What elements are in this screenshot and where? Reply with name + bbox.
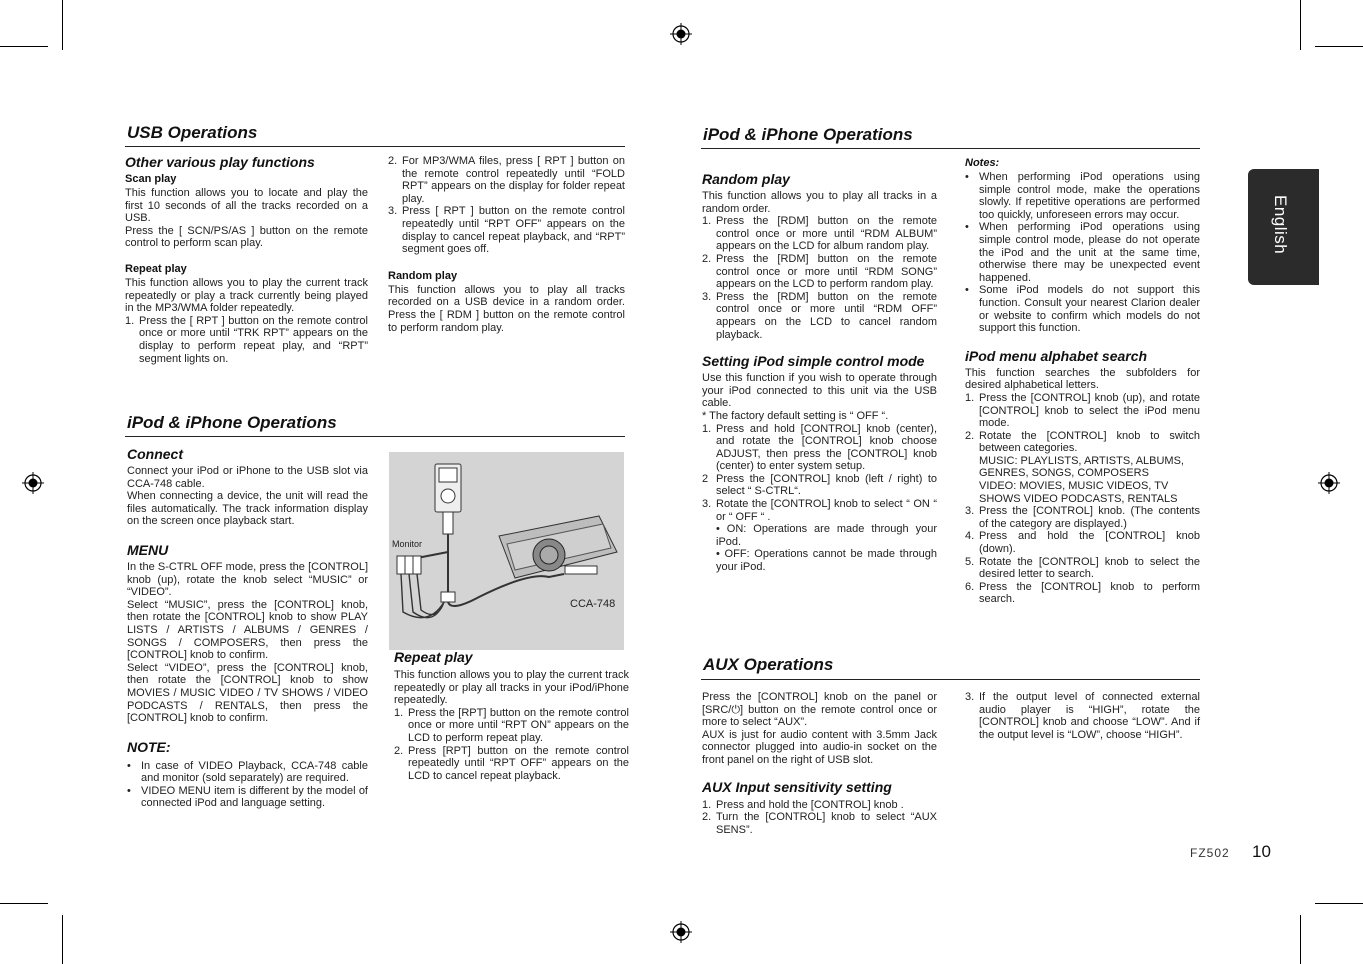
connect-text: Connect your iPod or iPhone to the USB slot via CCA-748 cable. bbox=[127, 465, 368, 490]
registration-mark-icon bbox=[22, 472, 44, 494]
simple-control-steps bbox=[702, 423, 937, 524]
scan-play-text: This function allows you to locate and play the first 10 seconds of all the tracks recorded on a USB. bbox=[125, 187, 368, 225]
list-item: • In case of VIDEO Playback, CCA-748 cable and monitor (sold separately) are required. bbox=[127, 759, 368, 785]
list-item: 2. For MP3/WMA files, press [ RPT ] button on the remote control repeatedly until “FOLD RPT” appears on the display for folder repeat play. bbox=[388, 155, 625, 205]
crop-mark bbox=[0, 46, 48, 47]
ipod-random-text: This function allows you to play all tracks in a random order. bbox=[702, 190, 937, 215]
repeat-play-text: This function allows you to play the current track repeatedly or play a track currently being played in the MP3/WMA folder repeatedly. bbox=[125, 276, 368, 315]
connect-text-2: When connecting a device, the unit will read the files automatically. The track information display on the screen once playback start. bbox=[127, 490, 368, 528]
random-play-heading: Random play bbox=[388, 269, 458, 282]
note-heading: NOTE: bbox=[127, 738, 171, 755]
simple-control-heading: Setting iPod simple control mode bbox=[702, 353, 925, 370]
aux-right-column bbox=[965, 691, 1200, 741]
list-item: • When performing iPod operations using simple control mode, make the operations slowly. If repetitive operations are performed too quickly, unforeseen errors may occur. bbox=[965, 171, 1200, 221]
ipod-right-left-column bbox=[702, 171, 937, 574]
list-item: 1. Press the [CONTROL] knob (up), and rotate [CONTROL] knob to select the iPod menu mode. bbox=[965, 391, 1200, 430]
section-rule bbox=[125, 436, 625, 437]
connect-heading: Connect bbox=[127, 446, 183, 462]
list-item: 1. Press and hold [CONTROL] knob (center), and rotate the [CONTROL] knob choose ADJUST, then press the [CONTROL] knob (center) to enter system setup. bbox=[702, 422, 937, 473]
aux-section-title: AUX Operations bbox=[703, 655, 834, 674]
ipod-repeat-text: This function allows you to play the current track repeatedly or play all tracks in your iPod/iPhone repeatedly. bbox=[394, 669, 629, 707]
ipod-left-repeat bbox=[394, 649, 629, 782]
list-item: 2. Turn the [CONTROL] knob to select “AUX SENS”. bbox=[702, 811, 937, 836]
list-item: 4. Press and hold the [CONTROL] knob (down). bbox=[965, 530, 1200, 556]
connection-figure bbox=[389, 452, 624, 650]
notes-heading: Notes: bbox=[965, 157, 1000, 169]
ipod-left-column bbox=[127, 446, 368, 810]
other-functions-heading: Other various play functions bbox=[125, 154, 315, 170]
simple-on-option: • ON: Operations are made through your iPod. bbox=[716, 523, 937, 548]
simple-control-text: Use this function if you wish to operate through your iPod connected to this unit via the USB cable. bbox=[702, 372, 937, 410]
alphabet-search-steps-cont bbox=[965, 505, 1200, 606]
alphabet-search-steps bbox=[965, 392, 1200, 455]
repeat-steps-list-cont bbox=[388, 155, 625, 256]
aux-left-column bbox=[702, 691, 937, 836]
crop-mark bbox=[1300, 0, 1301, 50]
menu-heading: MENU bbox=[127, 541, 169, 558]
usb-right-column bbox=[388, 155, 625, 334]
scan-play-instruction: Press the [ SCN/PS/AS ] button on the remote control to perform scan play. bbox=[125, 224, 368, 250]
simple-control-default: * The factory default setting is “ OFF “. bbox=[702, 409, 889, 422]
monitor-label: Monitor bbox=[392, 539, 423, 549]
list-item: • When performing iPod operations using simple control mode, please do not operate the iPod and the unit at the same time, otherwise there may be unexpected event happened. bbox=[965, 221, 1200, 284]
registration-mark-icon bbox=[1318, 472, 1340, 494]
repeat-steps-list bbox=[125, 315, 368, 365]
notes-list bbox=[965, 171, 1200, 335]
registration-mark-icon bbox=[670, 921, 692, 943]
crop-mark bbox=[1315, 46, 1363, 47]
list-item: 1. Press the [RPT] button on the remote control once or more until “RPT ON” appears on the LCD to perform repeat play. bbox=[394, 706, 629, 744]
simple-off-option: • OFF: Operations cannot be made through your iPod. bbox=[716, 548, 937, 574]
crop-mark bbox=[1315, 903, 1363, 904]
crop-mark bbox=[62, 0, 63, 50]
crop-mark bbox=[0, 903, 48, 904]
ipod-right-section-title: iPod & iPhone Operations bbox=[703, 125, 913, 144]
usb-section-title: USB Operations bbox=[127, 123, 258, 142]
model-number: FZ502 bbox=[1190, 846, 1230, 860]
menu-text: In the S-CTRL OFF mode, press the [CONTROL] knob (up), rotate the knob select “MUSIC” or “VIDEO”. bbox=[127, 560, 368, 599]
menu-text-3: Select “VIDEO”, press the [CONTROL] knob, then rotate the [CONTROL] knob to show MOVIES / MUSIC VIDEO / TV SHOWS / VIDEO PODCASTS / RENTALS, then press the [CONTROL] knob to confirm. bbox=[127, 661, 368, 725]
section-rule bbox=[701, 679, 1200, 680]
list-item: 1. Press the [RDM] button on the remote control once or more until “RDM ALBUM” appears on the LCD for album random play. bbox=[702, 215, 937, 253]
aux-text: Press the [CONTROL] knob on the panel or [SRC/⏻] button on the remote control once or more to select “AUX”. bbox=[702, 691, 937, 729]
list-item: 2. Press the [RDM] button on the remote control once or more until “RDM SONG” appears on the LCD to perform random play. bbox=[702, 252, 937, 291]
language-tab bbox=[1248, 169, 1319, 285]
crop-mark bbox=[62, 915, 63, 964]
list-item: 2. Press [RPT] button on the remote control repeatedly until “RPT OFF” appears on the LCD to cancel repeat playback. bbox=[394, 744, 629, 782]
cable-label: CCA-748 bbox=[570, 598, 616, 610]
list-item: 3. Press [ RPT ] button on the remote control repeatedly until “RPT OFF” appears on the display to cancel repeat playback, and “RPT” segment goes off. bbox=[388, 205, 625, 256]
list-item: 2 Press the [CONTROL] knob (left / right) to select “ S-CTRL“. bbox=[702, 472, 937, 498]
list-item: • Some iPod models do not support this function. Consult your nearest Clarion dealer or website to confirm which models do not support this function. bbox=[965, 284, 1200, 335]
note-list bbox=[127, 760, 368, 810]
aux-sensitivity-steps bbox=[702, 799, 937, 837]
aux-sensitivity-steps-cont bbox=[965, 691, 1200, 741]
ipod-random-steps bbox=[702, 215, 937, 341]
section-rule bbox=[125, 146, 625, 147]
list-item: • VIDEO MENU item is different by the model of connected iPod and language setting. bbox=[127, 784, 368, 810]
list-item: 5. Rotate the [CONTROL] knob to select the desired letter to search. bbox=[965, 555, 1200, 581]
registration-mark-icon bbox=[670, 23, 692, 45]
list-item: 1. Press the [ RPT ] button on the remote control once or more until “TRK RPT” appears on the display to perform repeat play, and “RPT” segment lights on. bbox=[125, 314, 368, 365]
ipod-repeat-heading: Repeat play bbox=[394, 649, 473, 665]
list-item: 3. If the output level of connected external audio player is “HIGH”, rotate the [CONTROL] knob and choose “LOW”. And if the output level is “LOW”, choose “HIGH”. bbox=[965, 691, 1200, 741]
ipod-right-right-column bbox=[965, 157, 1200, 606]
alphabet-search-text: This function searches the subfolders for desired alphabetical letters. bbox=[965, 366, 1200, 392]
crop-mark bbox=[1300, 915, 1301, 964]
random-play-text: This function allows you to play all tracks recorded on a USB device in a random order. Press the [ RDM ] button on the remote control to perform random play. bbox=[388, 283, 625, 334]
alphabet-music-categories: MUSIC: PLAYLISTS, ARTISTS, ALBUMS, GENRES, SONGS, COMPOSERS bbox=[979, 454, 1184, 480]
alphabet-video-categories: VIDEO: MOVIES, MUSIC VIDEOS, TV SHOWS VIDEO PODCASTS, RENTALS bbox=[979, 480, 1178, 505]
list-item: 3. Rotate the [CONTROL] knob to select “ ON “ or “ OFF “ . bbox=[702, 498, 937, 523]
ipod-random-heading: Random play bbox=[702, 171, 790, 187]
list-item: 2. Rotate the [CONTROL] knob to switch between categories. bbox=[965, 429, 1200, 455]
aux-text-2: AUX is just for audio content with 3.5mm Jack connector plugged into audio-in socket on the front panel on the right of USB slot. bbox=[702, 728, 937, 766]
section-rule bbox=[701, 148, 1200, 149]
list-item: 6. Press the [CONTROL] knob to perform search. bbox=[965, 580, 1200, 606]
list-item: 1. Press and hold the [CONTROL] knob . bbox=[702, 798, 904, 811]
ipod-left-section-title: iPod & iPhone Operations bbox=[127, 413, 337, 432]
page-number: 10 bbox=[1252, 842, 1271, 861]
connection-diagram bbox=[389, 452, 624, 650]
alphabet-search-heading: iPod menu alphabet search bbox=[965, 347, 1148, 364]
list-item: 3. Press the [RDM] button on the remote control once or more until “RDM OFF” appears on the LCD to cancel random playback. bbox=[702, 290, 937, 341]
repeat-play-heading: Repeat play bbox=[125, 262, 187, 275]
language-tab-label: English bbox=[1271, 195, 1290, 255]
ipod-repeat-steps bbox=[394, 707, 629, 783]
list-item: 3. Press the [CONTROL] knob. (The contents of the category are displayed.) bbox=[965, 505, 1200, 530]
menu-text-2: Select “MUSIC”, press the [CONTROL] knob, then rotate the [CONTROL] knob to show PLAY LISTS / ARTISTS / ALBUMS / GENRES / SONGS / COMPOSERS, then press the [CONTROL] knob to confirm. bbox=[127, 598, 368, 662]
scan-play-heading: Scan play bbox=[125, 173, 177, 185]
usb-left-column bbox=[125, 154, 368, 365]
aux-sensitivity-heading: AUX Input sensitivity setting bbox=[702, 778, 892, 795]
